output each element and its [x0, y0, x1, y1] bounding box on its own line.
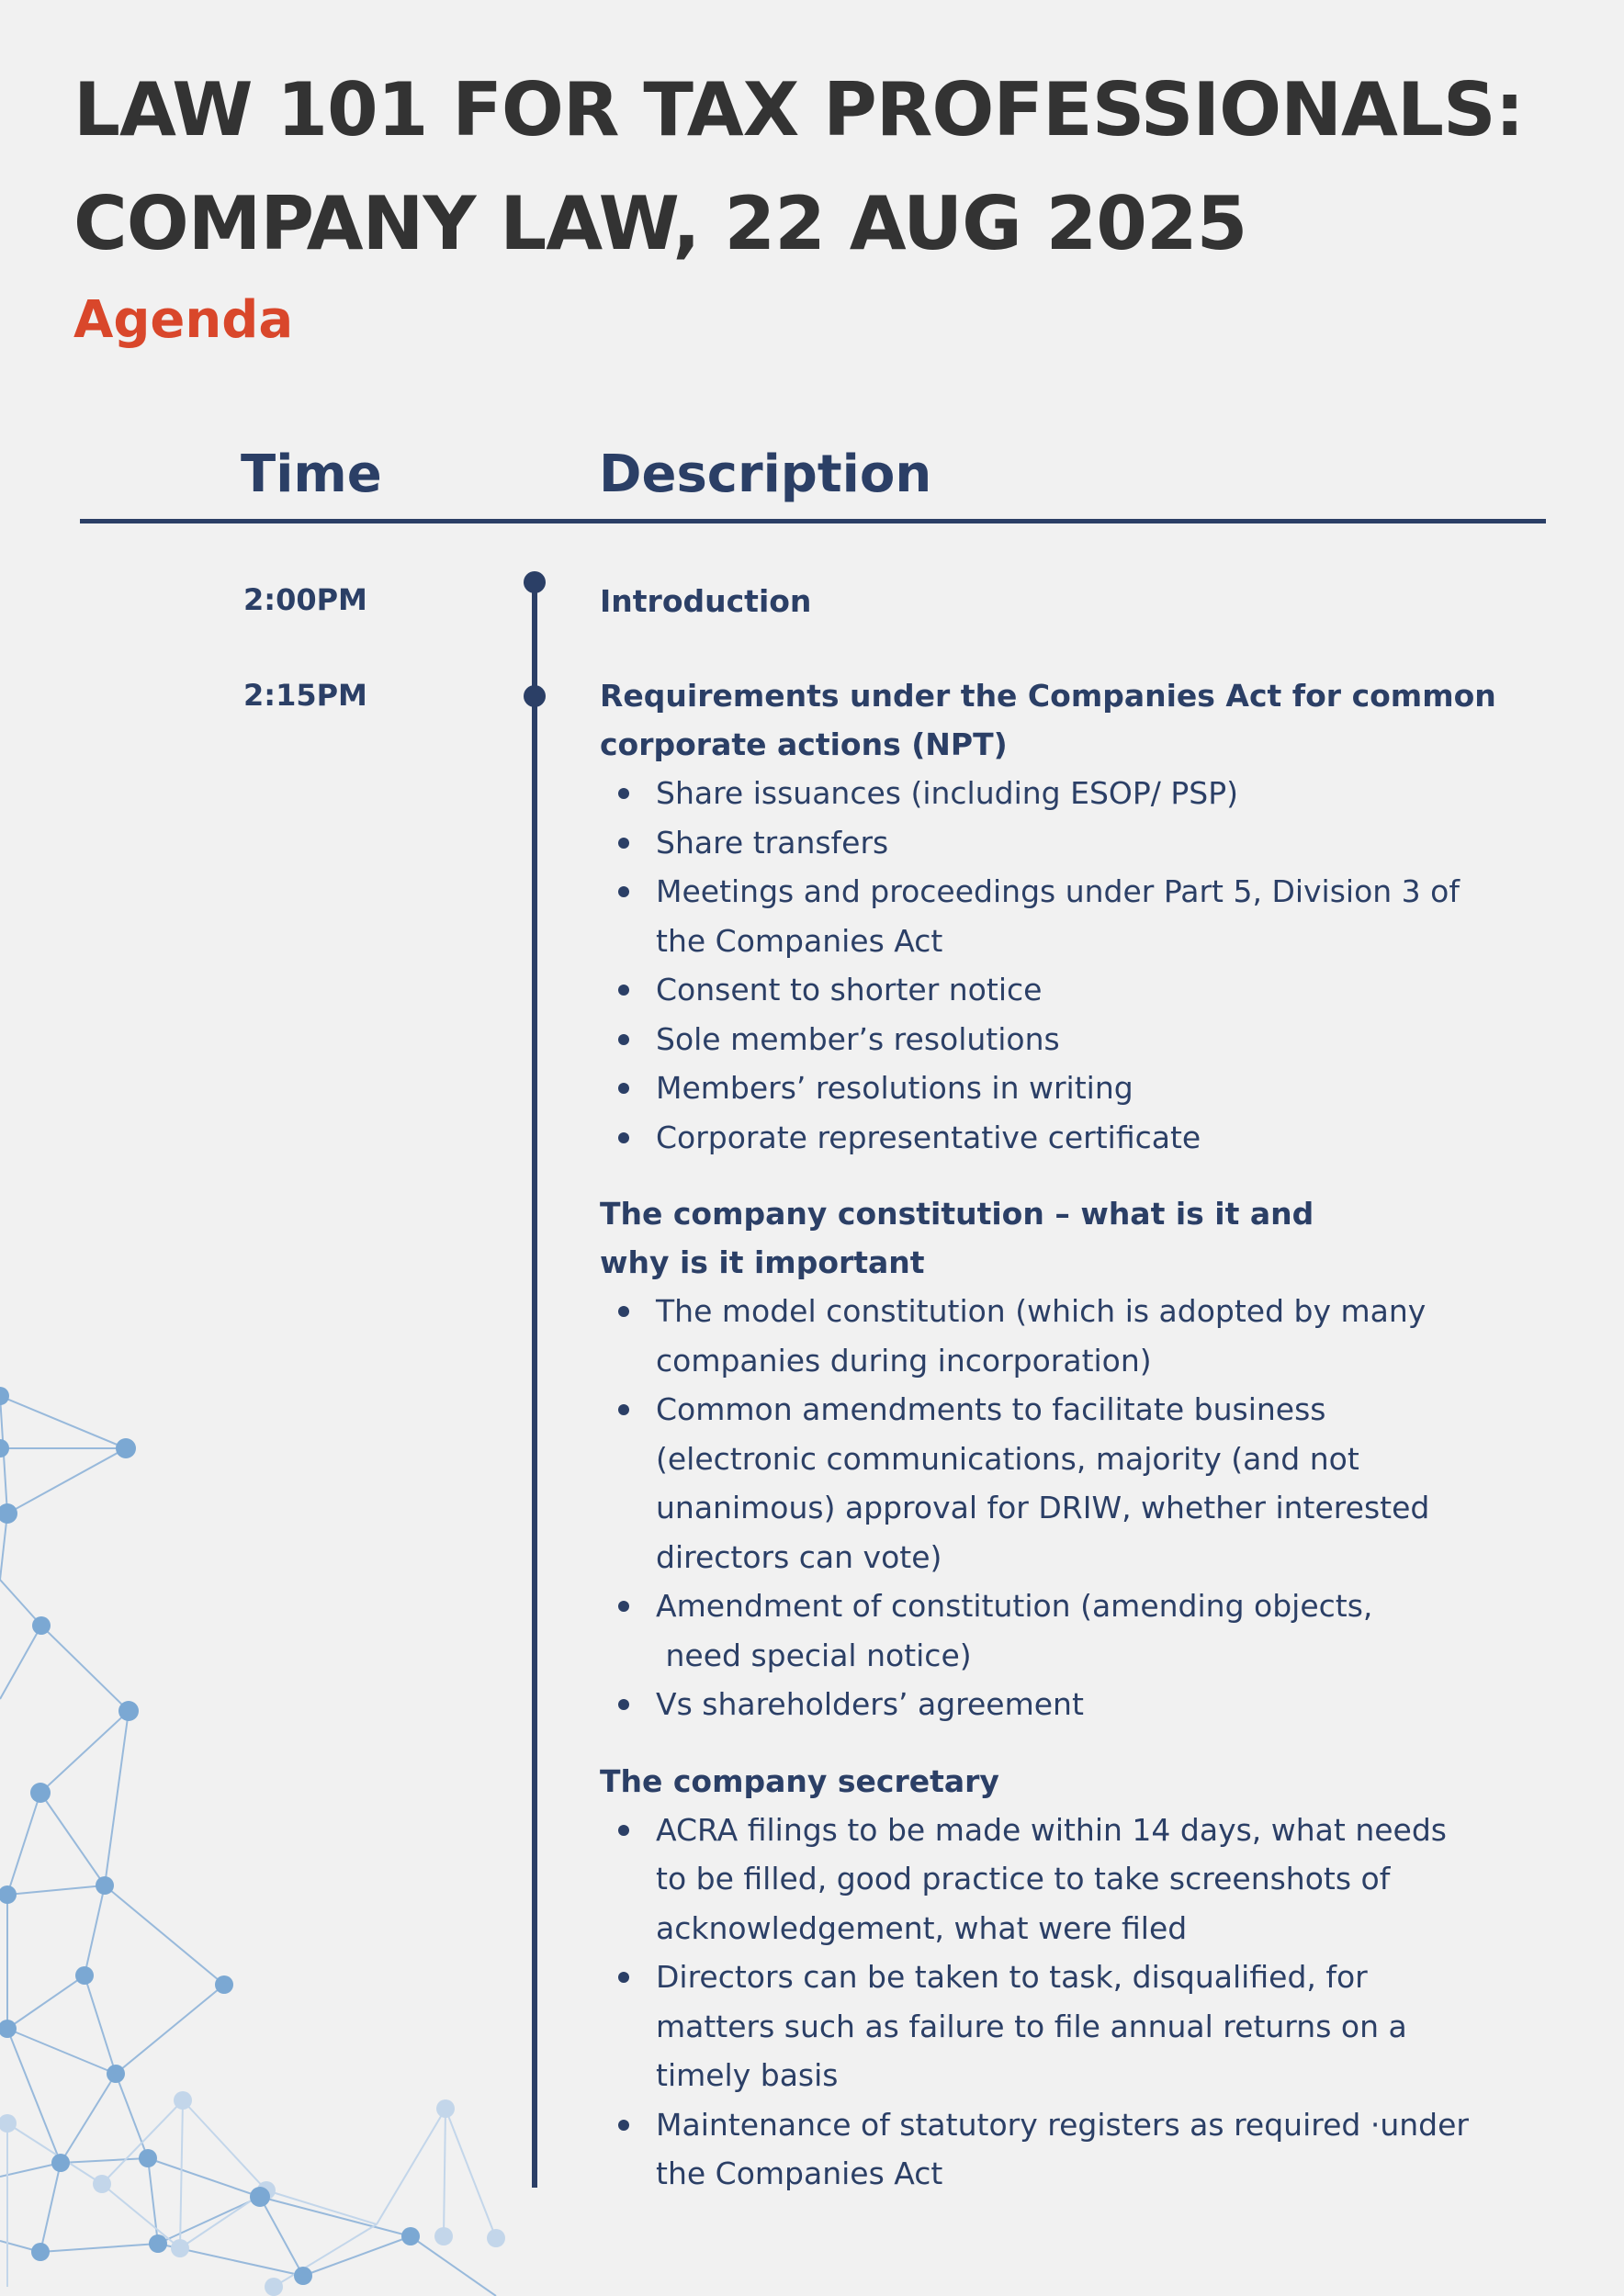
section-constitution — [600, 1189, 1518, 1729]
time-column-header: Time — [241, 445, 382, 504]
bullet-item: Directors can be taken to task, disqualified, for matters such as failure to file annual returns on a timely basis — [600, 1953, 1518, 2100]
section-title: The company secretary — [600, 1762, 999, 1799]
description-column-header: Description — [599, 445, 932, 504]
title-line-1: LAW 101 FOR TAX PROFESSIONALS: — [73, 67, 1524, 152]
bullet-item: The model constitution (which is adopted by many companies during incorporation) — [600, 1287, 1518, 1385]
entry-title: Introduction — [600, 583, 812, 619]
bullet-item: Members’ resolutions in writing — [600, 1064, 1518, 1113]
bullet-item: Corporate representative certificate — [600, 1113, 1518, 1163]
bullet-item: Share issuances (including ESOP/ PSP) — [600, 769, 1518, 818]
bullet-list — [600, 1287, 1518, 1729]
network-graphic — [0, 1359, 551, 2296]
bullet-item: Common amendments to facilitate business (electronic communications, majority (and not unanimous) approval for DRIW, whether interested directors can vote) — [600, 1385, 1518, 1581]
entry-sessions — [600, 671, 1518, 2199]
timeline-dot — [524, 571, 546, 593]
bullet-item: Maintenance of statutory registers as required ·under the Companies Act — [600, 2100, 1518, 2199]
timeline-dot — [524, 685, 546, 707]
bullet-item: ACRA filings to be made within 14 days, what needs to be filled, good practice to take screenshots of acknowledgement, what were filed — [600, 1806, 1518, 1953]
section-company-secretary — [600, 1757, 1518, 2199]
bullet-item: Share transfers — [600, 818, 1518, 868]
bullet-item: Sole member’s resolutions — [600, 1015, 1518, 1064]
bullet-item: Consent to shorter notice — [600, 965, 1518, 1015]
bullet-list — [600, 1806, 1518, 2199]
section-title: The company constitution – what is it and why is it important — [600, 1196, 1314, 1280]
bullet-list — [600, 769, 1518, 1162]
entry-introduction — [600, 577, 1518, 625]
section-companies-act — [600, 671, 1518, 1162]
bullet-item: Vs shareholders’ agreement — [600, 1680, 1518, 1729]
title-line-2: COMPANY LAW, 22 AUG 2025 — [73, 181, 1247, 266]
agenda-heading: Agenda — [73, 290, 294, 350]
header-divider — [80, 519, 1546, 523]
bullet-item: Meetings and proceedings under Part 5, Division 3 of the Companies Act — [600, 867, 1518, 965]
time-slot-2: 2:15PM — [243, 678, 367, 713]
bullet-item: Amendment of constitution (amending objects, need special notice) — [600, 1581, 1518, 1680]
time-slot-1: 2:00PM — [243, 582, 367, 617]
section-title: Requirements under the Companies Act for common corporate actions (NPT) — [600, 678, 1496, 762]
document-title — [73, 53, 1580, 281]
